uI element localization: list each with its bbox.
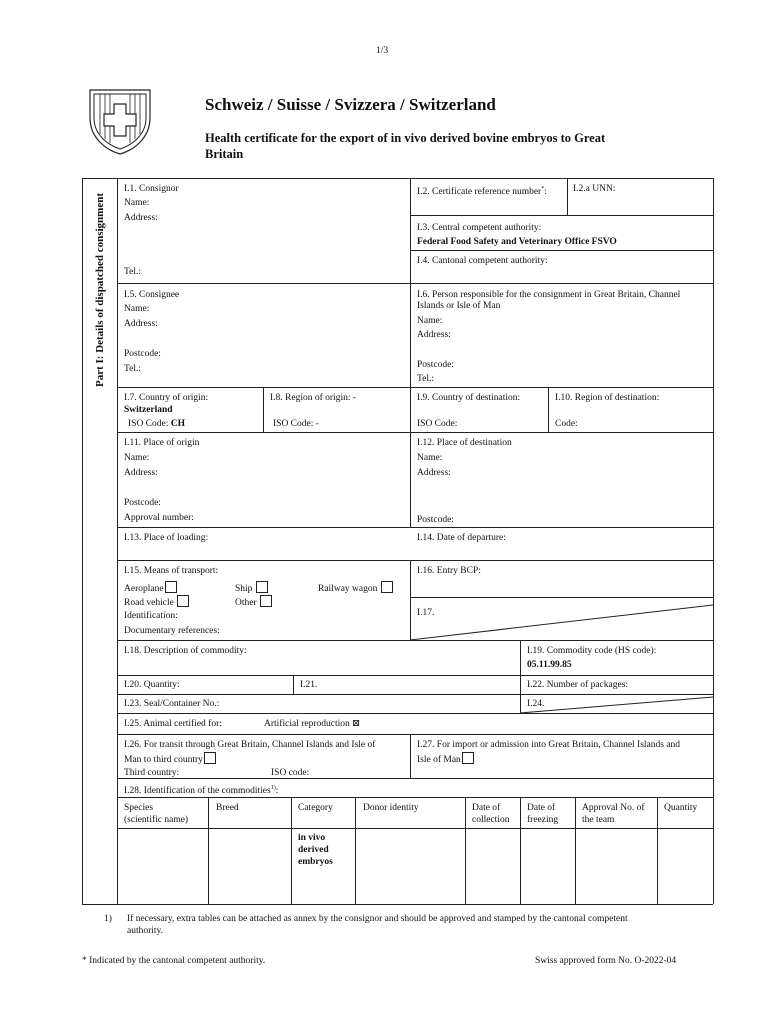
col-header-date-of-freezing <box>527 802 558 826</box>
region-iso-code: ISO Code: - <box>273 419 319 429</box>
col-header-date-of-collection-line1: Date of <box>472 803 501 813</box>
place-of-origin-name-field[interactable]: Name: <box>124 453 150 463</box>
country-of-origin-value: Switzerland <box>124 405 173 415</box>
central-authority-value: Federal Food Safety and Veterinary Office FSVO <box>417 237 617 247</box>
transit-checkbox[interactable] <box>204 752 216 764</box>
category-value-line2: derived <box>298 845 329 855</box>
consignor-label: I.1. Consignor <box>124 184 179 194</box>
box-i17-label: I.17. <box>417 608 435 618</box>
box-i24-label: I.24. <box>527 699 545 709</box>
consignor-address-field[interactable]: Address: <box>124 213 158 223</box>
destination-iso-code-field[interactable]: ISO Code: <box>417 419 458 429</box>
documentary-references-field[interactable]: Documentary references: <box>124 626 220 636</box>
ship-label: Ship <box>235 584 253 594</box>
box-i21-field[interactable]: I.21. <box>300 680 318 690</box>
commodity-code-value: 05.11.99.85 <box>527 660 572 670</box>
col-header-date-of-freezing-line1: Date of <box>527 803 556 813</box>
import-option[interactable] <box>417 752 474 766</box>
place-of-origin-approval-field[interactable]: Approval number: <box>124 513 194 523</box>
origin-iso-code <box>128 418 185 430</box>
country-of-destination-field[interactable]: I.9. Country of destination: <box>417 393 521 403</box>
responsible-person-name-field[interactable]: Name: <box>417 316 443 326</box>
ship-option[interactable] <box>235 581 268 595</box>
number-of-packages-field[interactable]: I.22. Number of packages: <box>527 680 629 690</box>
central-authority-label: I.3. Central competent authority: <box>417 223 542 233</box>
responsible-person-tel-field[interactable]: Tel.: <box>417 374 435 384</box>
footnote-line2: authority. <box>127 926 164 936</box>
origin-iso-label: ISO Code: <box>128 419 169 429</box>
col-header-quantity: Quantity <box>664 803 698 813</box>
import-label-line2: Isle of Man <box>417 755 461 765</box>
col-header-species <box>124 802 188 826</box>
footer-form-number: Swiss approved form No. O-2022-04 <box>535 956 677 966</box>
certificate-reference-star: * <box>541 186 545 192</box>
quantity-field[interactable]: I.20. Quantity: <box>124 680 180 690</box>
commodities-identification-label <box>124 782 278 797</box>
seal-container-field[interactable]: I.23. Seal/Container No.: <box>124 699 220 709</box>
document-title: Schweiz / Suisse / Svizzera / Switzerland <box>205 95 496 114</box>
place-of-destination-name-field[interactable]: Name: <box>417 453 443 463</box>
railway-wagon-checkbox[interactable] <box>381 581 393 593</box>
col-header-donor-identity: Donor identity <box>363 803 419 813</box>
import-checkbox[interactable] <box>462 752 474 764</box>
aeroplane-label: Aeroplane <box>124 584 164 594</box>
place-of-destination-postcode-field[interactable]: Postcode: <box>417 515 454 525</box>
consignor-tel-field[interactable]: Tel.: <box>124 267 142 277</box>
col-header-approval-no-line1: Approval No. of <box>582 803 645 813</box>
col-header-species-line1: Species <box>124 803 154 813</box>
col-header-breed: Breed <box>216 803 239 813</box>
responsible-person-label-line2: Islands or Isle of Man <box>417 301 501 311</box>
footer-asterisk-note: * Indicated by the cantonal competent authority. <box>82 956 266 966</box>
destination-region-code-field[interactable]: Code: <box>555 419 578 429</box>
col-header-approval-no-line2: the team <box>582 815 615 825</box>
third-country-iso-field[interactable]: ISO code: <box>271 768 310 778</box>
col-header-species-line2: (scientific name) <box>124 815 189 825</box>
category-value <box>298 832 333 868</box>
place-of-destination-label: I.12. Place of destination <box>417 438 512 448</box>
region-of-destination-field[interactable]: I.10. Region of destination: <box>555 393 660 403</box>
cantonal-authority-field[interactable]: I.4. Cantonal competent authority: <box>417 256 548 266</box>
artificial-reproduction-option[interactable]: Artificial reproduction ⊠ <box>264 719 361 729</box>
railway-wagon-option[interactable] <box>318 581 393 595</box>
certificate-reference-colon: : <box>544 187 547 198</box>
entry-bcp-field[interactable]: I.16. Entry BCP: <box>417 566 481 576</box>
commodity-code-label: I.19. Commodity code (HS code): <box>527 646 657 656</box>
date-of-departure-field[interactable]: I.14. Date of departure: <box>417 533 506 543</box>
certificate-reference-label: I.2. Certificate reference number <box>417 187 542 198</box>
transport-identification-field[interactable]: Identification: <box>124 611 178 621</box>
place-of-origin-postcode-field[interactable]: Postcode: <box>124 498 161 508</box>
animal-certified-for-label: I.25. Animal certified for: <box>124 719 222 729</box>
aeroplane-checkbox[interactable] <box>165 581 177 593</box>
col-header-category: Category <box>298 803 333 813</box>
description-of-commodity-field[interactable]: I.18. Description of commodity: <box>124 646 247 656</box>
place-of-origin-address-field[interactable]: Address: <box>124 468 158 478</box>
footnote-number: 1) <box>104 914 112 924</box>
country-of-origin-label: I.7. Country of origin: <box>124 393 209 403</box>
commodities-identification-colon: : <box>275 786 279 797</box>
transit-third-country-option[interactable] <box>124 752 216 766</box>
transit-label-line1: I.26. For transit through Great Britain, Channel Islands and Isle of <box>124 740 376 750</box>
responsible-person-address-field[interactable]: Address: <box>417 330 451 340</box>
consignee-tel-field[interactable]: Tel.: <box>124 364 142 374</box>
consignee-postcode-field[interactable]: Postcode: <box>124 349 161 359</box>
road-vehicle-checkbox[interactable] <box>177 595 189 607</box>
transit-label-line2: Man to third country <box>124 755 203 765</box>
category-value-line3: embryos <box>298 857 333 867</box>
col-header-approval-no <box>582 802 645 826</box>
responsible-person-postcode-field[interactable]: Postcode: <box>417 360 454 370</box>
aeroplane-option[interactable] <box>124 581 177 595</box>
means-of-transport-label: I.15. Means of transport: <box>124 566 219 576</box>
responsible-person-label-line1: I.6. Person responsible for the consignment in Great Britain, Channel <box>417 290 681 300</box>
footnote-line1: If necessary, extra tables can be attached as annex by the consignor and should be approved and stamped by the cantonal competent <box>127 914 628 924</box>
certificate-reference-field[interactable] <box>417 183 547 198</box>
consignee-address-field[interactable]: Address: <box>124 319 158 329</box>
region-of-origin-label: I.8. Region of origin: - <box>270 393 357 403</box>
place-of-loading-field[interactable]: I.13. Place of loading: <box>124 533 209 543</box>
unn-field[interactable]: I.2.a UNN: <box>573 184 616 194</box>
certificate-subtitle-line2: Britain <box>205 147 244 161</box>
origin-iso-value: CH <box>170 419 185 429</box>
category-value-line1: in vivo <box>298 833 326 843</box>
col-header-date-of-collection <box>472 802 509 826</box>
railway-wagon-label: Railway wagon <box>318 584 378 594</box>
consignee-label: I.5. Consignee <box>124 290 180 300</box>
place-of-origin-label: I.11. Place of origin <box>124 438 200 448</box>
other-transport-checkbox[interactable] <box>260 595 272 607</box>
consignor-name-field[interactable]: Name: <box>124 198 150 208</box>
third-country-field[interactable]: Third country: <box>124 768 180 778</box>
ship-checkbox[interactable] <box>256 581 268 593</box>
consignee-name-field[interactable]: Name: <box>124 304 150 314</box>
road-vehicle-label: Road vehicle <box>124 598 174 608</box>
place-of-destination-address-field[interactable]: Address: <box>417 468 451 478</box>
other-transport-option[interactable] <box>235 595 272 609</box>
part-one-side-label: Part I: Details of dispatched consignment <box>94 192 106 388</box>
col-header-date-of-freezing-line2: freezing <box>527 815 559 825</box>
import-label-line1: I.27. For import or admission into Great Britain, Channel Islands and <box>417 740 681 750</box>
certificate-subtitle-line1: Health certificate for the export of in vivo derived bovine embryos to Great <box>205 131 606 145</box>
commodities-footnote-ref: 1) <box>270 785 276 791</box>
page-number: 1/3 <box>376 46 389 56</box>
road-vehicle-option[interactable] <box>124 595 189 609</box>
commodities-identification-text: I.28. Identification of the commodities <box>124 786 271 797</box>
other-transport-label: Other <box>235 598 257 608</box>
col-header-date-of-collection-line2: collection <box>472 815 510 825</box>
